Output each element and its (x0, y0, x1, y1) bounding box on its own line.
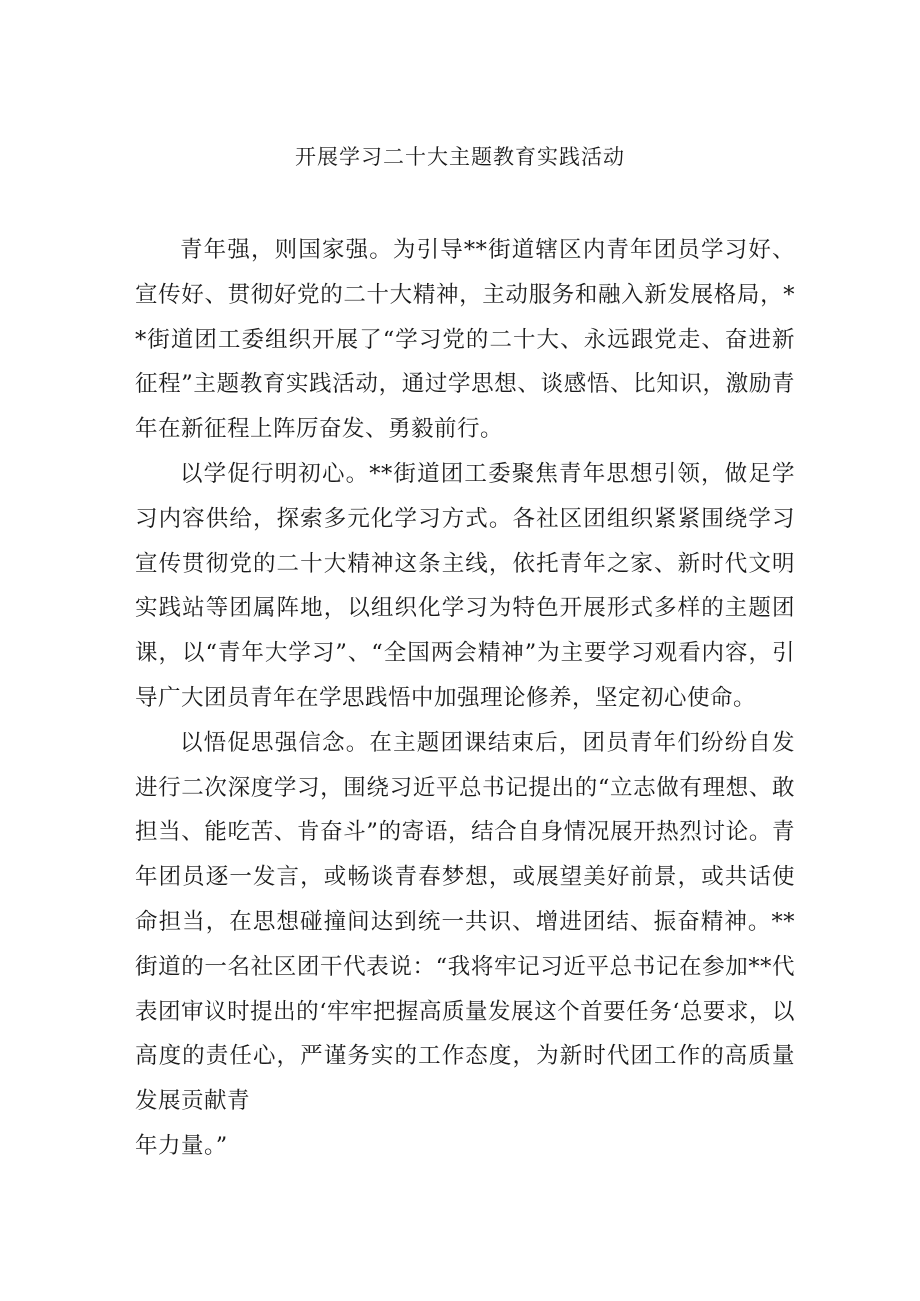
paragraph-study: 以学促行明初心。**街道团工委聚焦青年思想引领，做足学习内容供给，探索多元化学习方式。各社区团组织紧紧围绕学习宣传贯彻党的二十大精神这条主线，依托青年之家、新时代文明实践站等团属阵地，以组织化学习为特色开展形式多样的主题团课，以“青年大学习”、“全国两会精神”为主要学习观看内容，引导广大团员青年在学思践悟中加强理论修养，坚定初心使命。 (135, 460, 795, 711)
paragraph-reflection: 以悟促思强信念。在主题团课结束后，团员青年们纷纷自发进行二次深度学习，围绕习近平总书记提出的“立志做有理想、敢担当、能吃苦、肯奋斗”的寄语，结合自身情况展开热烈讨论。青年团员逐一发言，或畅谈青春梦想，或展望美好前景，或共话使命担当，在思想碰撞间达到统一共识、增进团结、振奋精神。**街道的一名社区团干代表说：“我将牢记习近平总书记在参加**代表团审议时提出的‘牢牢把握高质量发展这个首要任务‘总要求，以高度的责任心，严谨务实的工作态度，为新时代团工作的高质量发展贡献青 (135, 729, 795, 1115)
paragraph-intro: 青年强，则国家强。为引导**街道辖区内青年团员学习好、宣传好、贯彻好党的二十大精神，主动服务和融入新发展格局，**街道团工委组织开展了“学习党的二十大、永远跟党走、奋进新征程”主题教育实践活动，通过学思想、谈感悟、比知识，激励青年在新征程上阵厉奋发、勇毅前行。 (135, 237, 795, 443)
document-body (135, 228, 795, 1169)
document-title: 开展学习二十大主题教育实践活动 (295, 145, 625, 169)
paragraph-final-line: 年力量。” (135, 1132, 228, 1159)
